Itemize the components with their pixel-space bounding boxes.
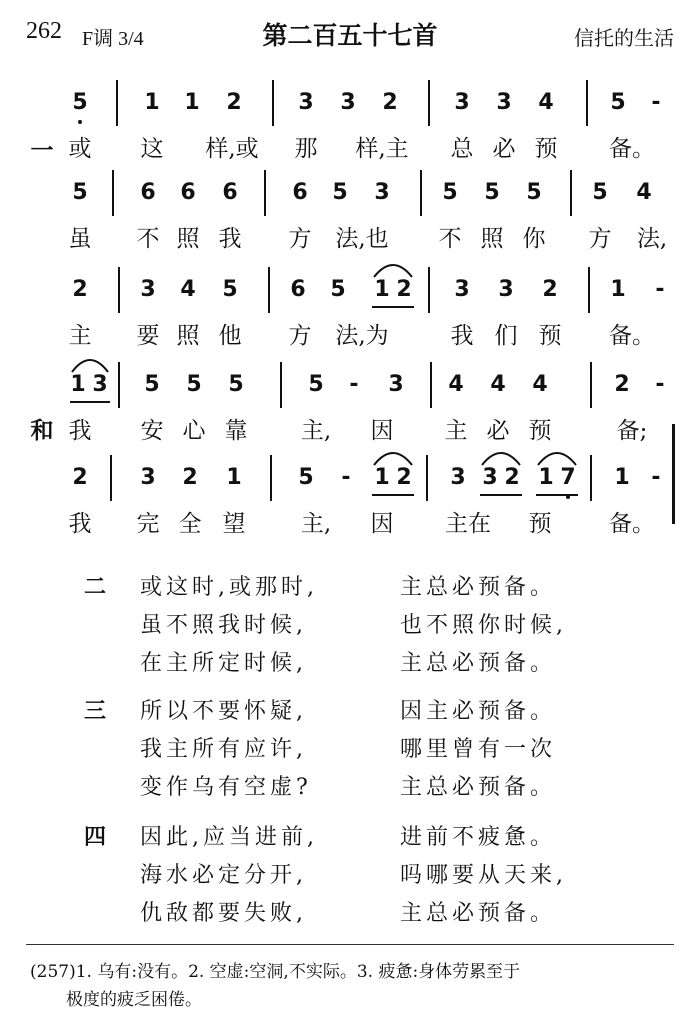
note: -	[655, 372, 665, 397]
lyric: 不	[136, 226, 160, 252]
note: 2	[182, 465, 198, 490]
barline	[586, 80, 588, 126]
note: 3	[450, 465, 466, 490]
verse-line-second-half: 主总必预备。	[400, 775, 557, 800]
lyric: 方	[588, 226, 612, 252]
lyric: 主,	[300, 418, 332, 444]
barline	[270, 455, 272, 501]
verse-line-first-half: 在主所定时候,	[140, 651, 307, 676]
note: 5	[610, 90, 626, 115]
lyric: 全	[178, 511, 202, 537]
note: 3	[498, 277, 514, 302]
lyric: 那	[294, 136, 318, 162]
lyric: 或	[68, 136, 92, 162]
note: 2	[614, 372, 630, 397]
note: -	[655, 277, 665, 302]
lyric: 备。	[609, 511, 655, 537]
note: 3	[374, 180, 390, 205]
note: 3	[454, 90, 470, 115]
lyric: 我	[450, 323, 474, 349]
verse-line-first-half: 仇敌都要失败,	[140, 901, 307, 926]
note: 5	[592, 180, 608, 205]
note: 1	[374, 465, 390, 490]
lyric: 照	[176, 323, 200, 349]
barline	[116, 80, 118, 126]
note: 5	[308, 372, 324, 397]
verse-line-second-half: 因主必预备。	[400, 699, 557, 724]
footnote-divider	[26, 944, 674, 945]
lyric: 必	[492, 136, 516, 162]
lyric: 主	[444, 418, 468, 444]
barline	[570, 170, 572, 216]
lyric: 预	[528, 418, 552, 444]
lyric: 要	[136, 323, 160, 349]
note: -	[651, 90, 661, 115]
slur-arc	[480, 449, 522, 467]
system-bracket	[672, 424, 675, 524]
verse-line-second-half: 主总必预备。	[400, 901, 557, 926]
eighth-note-underline	[372, 494, 414, 496]
note: 4	[532, 372, 548, 397]
slur-arc	[372, 449, 414, 467]
note: 6	[222, 180, 238, 205]
hymn-title: 第二百五十七首	[262, 21, 438, 50]
lyric: 预	[534, 136, 558, 162]
verse-number: 三	[84, 699, 107, 724]
lyric: 主	[68, 323, 92, 349]
note: 5	[186, 372, 202, 397]
lyric: 备。	[609, 136, 655, 162]
note: 6	[292, 180, 308, 205]
lyric: 预	[538, 323, 562, 349]
verse-number: 四	[84, 825, 107, 850]
note: 3	[482, 465, 498, 490]
verse-line-second-half: 主总必预备。	[400, 575, 557, 600]
note: 1	[226, 465, 242, 490]
lyric: 心	[182, 418, 206, 444]
barline	[118, 362, 120, 408]
slur-arc	[70, 356, 110, 374]
note: 5	[442, 180, 458, 205]
barline	[280, 362, 282, 408]
lyric: 望	[222, 511, 246, 537]
lyric: 主在	[445, 511, 491, 537]
lyric: 必	[486, 418, 510, 444]
verse-line-first-half: 因此,应当进前,	[140, 825, 318, 850]
note: 2	[382, 90, 398, 115]
barline	[430, 362, 432, 408]
lyric: 他	[218, 323, 242, 349]
barline	[426, 455, 428, 501]
eighth-note-underline	[372, 306, 414, 308]
lyric: 因	[370, 511, 394, 537]
lyric: 备;	[616, 418, 648, 444]
verse-line-second-half: 进前不疲惫。	[400, 825, 557, 850]
note: 4	[490, 372, 506, 397]
lyric: 预	[528, 511, 552, 537]
note: 6	[180, 180, 196, 205]
hymn-category: 信托的生活	[574, 26, 674, 50]
note: 1	[374, 277, 390, 302]
eighth-note-underline	[480, 494, 522, 496]
verse-line-first-half: 变作乌有空虚?	[140, 775, 312, 800]
note: 3	[298, 90, 314, 115]
note: 2	[396, 277, 412, 302]
footnote-line: 极度的疲乏困倦。	[66, 990, 202, 1010]
lyric: 总	[450, 136, 474, 162]
note: 3	[496, 90, 512, 115]
note: 4	[538, 90, 554, 115]
lyric: 安	[140, 418, 164, 444]
verse-line-second-half: 主总必预备。	[400, 651, 557, 676]
barline	[264, 170, 266, 216]
barline	[118, 267, 120, 313]
note: 5	[72, 180, 88, 205]
lyric: 们	[494, 323, 518, 349]
note: 2	[226, 90, 242, 115]
note: 2	[72, 277, 88, 302]
note: 2	[396, 465, 412, 490]
note: 3	[454, 277, 470, 302]
lyric: 完	[136, 511, 160, 537]
verse-line-first-half: 我主所有应许,	[140, 737, 307, 762]
lyric: 我	[218, 226, 242, 252]
barline	[588, 267, 590, 313]
note: 3	[140, 465, 156, 490]
verse-line-second-half: 也不照你时候,	[400, 613, 567, 638]
note: 3	[388, 372, 404, 397]
note: 3	[140, 277, 156, 302]
lyric: 法,	[636, 226, 668, 252]
lyric: 法,为	[335, 323, 389, 349]
note: 1	[610, 277, 626, 302]
note: 6	[290, 277, 306, 302]
lyric: 样,主	[355, 136, 409, 162]
lyric: 你	[522, 226, 546, 252]
lyric: 方	[288, 226, 312, 252]
note: -	[341, 465, 351, 490]
note: 5	[144, 372, 160, 397]
page-number: 262	[26, 18, 62, 44]
note: -	[349, 372, 359, 397]
key-signature: F调 3/4	[82, 28, 144, 50]
note: 6	[140, 180, 156, 205]
note: 5	[484, 180, 500, 205]
verse-line-first-half: 所以不要怀疑,	[140, 699, 307, 724]
lyric: 靠	[224, 418, 248, 444]
note: 2	[542, 277, 558, 302]
note: 5	[222, 277, 238, 302]
lyric: 主,	[300, 511, 332, 537]
barline	[420, 170, 422, 216]
note: 4	[448, 372, 464, 397]
lyric: 我	[68, 511, 92, 537]
note: 4	[180, 277, 196, 302]
lyric: 不	[438, 226, 462, 252]
barline	[268, 267, 270, 313]
note: 1	[184, 90, 200, 115]
low-octave-dot	[78, 120, 82, 124]
note: 3	[340, 90, 356, 115]
note: 5	[72, 90, 88, 115]
barline	[590, 362, 592, 408]
eighth-note-underline	[536, 494, 578, 496]
note: 5	[332, 180, 348, 205]
note: 1	[614, 465, 630, 490]
lyric: 照	[176, 226, 200, 252]
barline	[112, 170, 114, 216]
lyric: 因	[370, 418, 394, 444]
verse-line-second-half: 吗哪要从天来,	[400, 863, 567, 888]
lyric: 我	[68, 418, 92, 444]
eighth-note-underline	[70, 401, 110, 403]
lyric: 虽	[68, 226, 92, 252]
barline	[428, 267, 430, 313]
note: 7	[560, 465, 576, 490]
note: 5	[298, 465, 314, 490]
lyric: 方	[288, 323, 312, 349]
lyric: 备。	[609, 323, 655, 349]
note: 1	[538, 465, 554, 490]
lyric: 样,或	[205, 136, 259, 162]
note: 5	[526, 180, 542, 205]
slur-arc	[536, 449, 578, 467]
verse-line-second-half: 哪里曾有一次	[400, 737, 557, 762]
note: -	[651, 465, 661, 490]
note: 4	[636, 180, 652, 205]
barline	[428, 80, 430, 126]
note: 1	[70, 372, 86, 397]
note: 3	[92, 372, 108, 397]
lyric: 法,也	[335, 226, 389, 252]
footnote-line: (257)1. 乌有:没有。2. 空虚:空洞,不实际。3. 疲惫:身体劳累至于	[30, 962, 521, 982]
note: 2	[504, 465, 520, 490]
barline	[110, 455, 112, 501]
note: 5	[330, 277, 346, 302]
barline	[590, 455, 592, 501]
note: 2	[72, 465, 88, 490]
lyric: 照	[480, 226, 504, 252]
verse-line-first-half: 海水必定分开,	[140, 863, 307, 888]
note: 5	[228, 372, 244, 397]
verse-line-first-half: 或这时,或那时,	[140, 575, 318, 600]
note: 1	[144, 90, 160, 115]
verse-line-first-half: 虽不照我时候,	[140, 613, 307, 638]
slur-arc	[372, 261, 414, 279]
lyric: 这	[140, 136, 164, 162]
verse-prefix: 一	[30, 138, 54, 164]
verse-prefix: 和	[30, 418, 54, 444]
barline	[272, 80, 274, 126]
verse-number: 二	[84, 575, 107, 600]
